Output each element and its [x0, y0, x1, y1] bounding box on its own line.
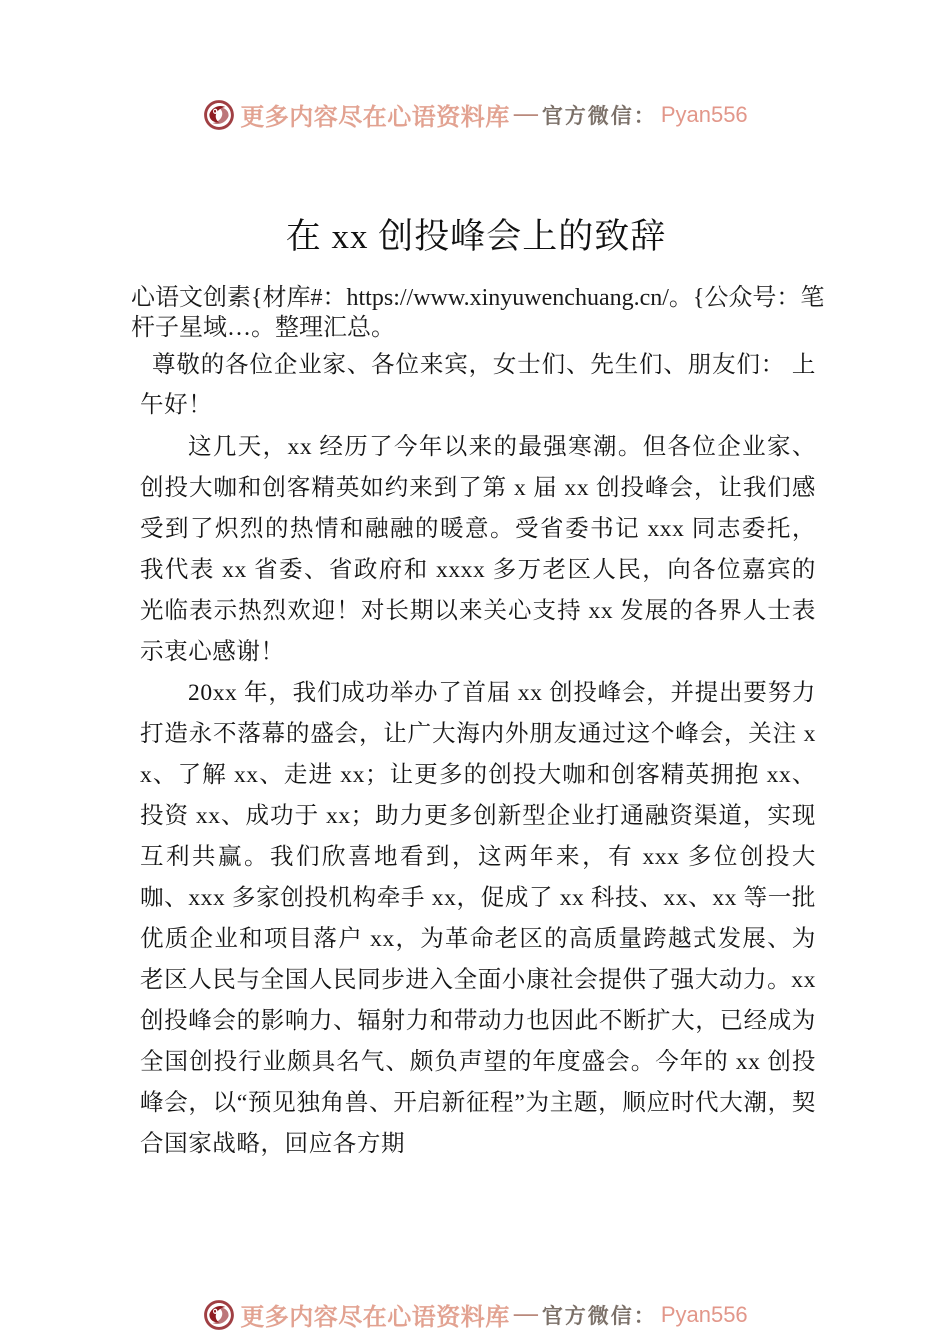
swirl-seal-logo-icon: [202, 98, 236, 132]
document-title: 在 xx 创投峰会上的致辞: [285, 217, 667, 257]
paragraph-summit-history: 20xx 年，我们成功举办了首届 xx 创投峰会，并提出要努力打造永不落幕的盛会，让广大海内外朋友通过这个峰会，关注 xx、了解 xx、走进 xx；让更多的创投大咖和创客精英拥抱 xx、投资 xx、成功于 xx；助力更多创新型企业打通融资渠道，实现互利共赢。我们欣喜地看到，这两年来，有 xxx 多位创投大咖、xxx 多家创投机构牵手 xx，促成了 xx 科技、xx、xx 等一批优质企业和项目落户 xx，为革命老区的高质量跨越式发展、为老区人民与全国人民同步进入全面小康社会提供了强大动力。xx 创投峰会的影响力、辐射力和带动力也因此不断扩大，已经成为全国创投行业颇具名气、颇负声望的年度盛会。今年的 xx 创投峰会，以“预见独角兽、开启新征程”为主题，顺应时代大潮，契合国家战略，回应各方期: [140, 680, 816, 1157]
watermark-brand-text: 更多内容尽在心语资料库: [240, 105, 510, 131]
source-attribution-line: 心语文创素{材库#：https://www.xinyuwenchuang.cn/。{公众号：笔杆子星域…。整理汇总。: [131, 285, 825, 341]
paragraph-welcome: 这几天，xx 经历了今年以来的最强寒潮。但各位企业家、创投大咖和创客精英如约来到了第 x 届 xx 创投峰会，让我们感受到了炽烈的热情和融融的暖意。受省委书记 xxx 同志委托，我代表 xx 省委、省政府和 xxxx 多万老区人民，向各位嘉宾的光临表示热烈欢迎！对长期以来关心支持 xx 发展的各界人士表示衷心感谢！: [140, 434, 816, 665]
header-watermark: [0, 97, 950, 132]
watermark-channel-label: 官方微信：: [541, 103, 657, 128]
paragraph-salutation: 尊敬的各位企业家、各位来宾，女士们、先生们、朋友们： 上午好！: [140, 352, 816, 418]
watermark-dash: —: [513, 1301, 538, 1327]
swirl-seal-logo-icon: [202, 1298, 236, 1332]
watermark-channel-id: Pyan556: [660, 101, 748, 127]
footer-watermark: [0, 1297, 950, 1332]
document-body: [140, 345, 816, 1165]
watermark-channel-id: Pyan556: [660, 1301, 748, 1327]
watermark-brand-text: 更多内容尽在心语资料库: [240, 1305, 510, 1331]
watermark-dash: —: [513, 101, 538, 127]
watermark-channel-label: 官方微信：: [541, 1303, 657, 1328]
